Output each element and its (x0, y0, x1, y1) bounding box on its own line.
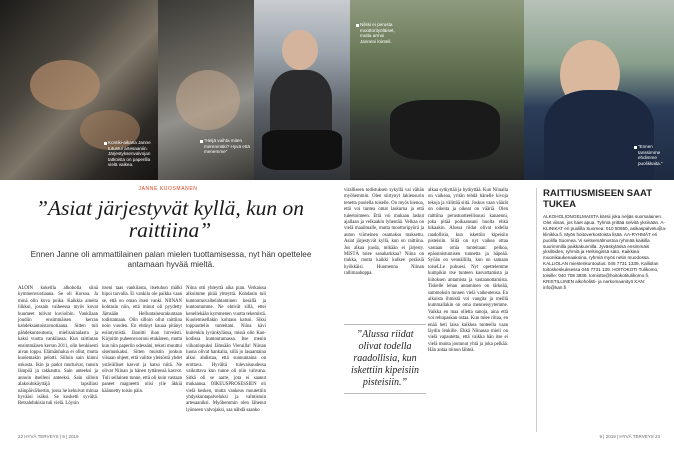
article-lead: Ennen Janne oli ammattilainen palan mielen tuottamisessa, nyt hän opettelee antamaan hyvää mieltä. (30, 250, 312, 270)
photo-motorcycle-road (350, 0, 524, 180)
sidebar-body: ALKOHOLIONGELMAISTA kärsii joka neljäs suomalainen. Olet viisas, jos haet apua. Tyhmä yrittää selvitä yksinään. A-KLINIKAT eri puolilla Suomea: 010 50650, asikaspalvelu@a-klinikka.fi. Myös hoitoverkostoista lisää. AA-RYHMÄT eri puolilla Suomea. Vi seitsemälmostoa ryhmää kaikilla suurimmilla paikkakunnilla. Jyväskylässä ensimmäis yksilöiden, ryhmiä ja Helsingissä sato. Kaikkiea muonikaukenaakoina, ryhmiä myös netin muodossa. KALLIOLAN miestenkuntoutus: 045 7731 1339, Kalliolan toitoskeskuksessa 045 7731 139. HOITOKOTI Tulikomo, toisille: 040 708 3939, tomiotto@hoitokotitulikomo.fi. KRISTILLINEN alkoholisti- ja narkomaanityö KAN: info@kan.fi (543, 214, 667, 290)
photo-tattooed-hands (158, 0, 254, 180)
article-kicker: JANNE KUOSMANEN (138, 186, 198, 192)
photo-jewelry-workbench (0, 0, 158, 180)
photo-caption: “Ennen tanssimme ehdimme puolikkaita.” (638, 144, 663, 166)
support-sidebar (536, 188, 667, 432)
footer-right: 9 | 2019 | HYVÄ TERVEYS 23 (599, 434, 660, 439)
photo-couple-embrace (524, 0, 674, 180)
photo-motorcycle-rider (254, 0, 350, 180)
photo-caption: Kontiki-aikana Janne tutustui artesaaniin. Järjestyksenvalvojan tatkoista on paperilla vielä vaikea. (108, 140, 151, 168)
sidebar-title: RAITTIUSMISEEN SAAT TUKEA (543, 188, 653, 210)
footer-left: 22 HYVÄ TERVEYS | 9 | 2019 (18, 434, 79, 439)
pull-quote: ”Alussa riidat olivat todella raadollisia, kun iskettiin kipeisiin pisteisiin.” (344, 324, 426, 394)
article-column-3: Niina otti yhteyttä aika pian. Verkaissa alkoimme pitää yhteyttä. Kohdasin tuli kuntoutusvaihelahtaminen kesällä ja kuntoutumme. Ne ehtivät sillä, ettei kenellekään kymmenen vuotta tekemistä. Kuolemisellakin kohtaus katsoi. Siksi toppuuttelin tunteitani. Niina kävi kuitenkin lyvänkyläosa, missä olin Kan-kodissa kuntoutumassa. Itse menin viikonlopuksi Jämsään Vierailla! Niinan luona olivat hankalia, sillä jo lasaantaina alkoi ahdistaa, että sunnuntaina on erottava. Hyvältä tulevaisuudessa vaikuttava kun tunne oli niin vahvana. Sitkä oli se aarre, jota ei saanut mukaansa. OIKEUSPROSESSIEN oli vielä kesken, mutta vankeus muutettiin yhdyskuntapalveluksi ja valmistuin artesaaniksi. Myöhemmin olen lähenut lyönseen valvojaksi, saa nähdä saanko (186, 286, 266, 413)
photo-caption: “Heijä vaihta miten merenmäki? Hyvä että menemme” (204, 138, 250, 155)
article-column-5: alkaa sytkyttää ja hytkyttää. Kun Niinalla on vaikeaa, yritän tehdä hänelle kivoja tekoja ja välittää siitä. Joskus vaan väärät on oikeita ja oikeat on vääriä. Olen raittiina perustuotteellisuusi kanaenni, joka pitää poikaansani huolta ehkä hikaakin. Alussa riidat olivat todella raadollisia, kun iskettiin kipeisiin pisteisiin. Siitä on nyt vaikea ottaa vastaan omia tunteitaan: pelkoa, epäonnistumisen tunnetta ja häpeää. Syöän on vennällilla, kun on samaan toiseLLe puhuesi. Nyt opettelemme kumpikin itse tunteen kasvattamista ja kiitoksen antamista ja vastaanottamista. Tiskelle lehan antaminen on tärkeää, sammoksin tunnen vielä vaikeutensa. En aikuista ihmistä voi vangita ja meillä kummallakin on oma menneisyytemme. Vaikka en maa olletta sanoja, aina että voi rehupaskan ostaa. Kun tulee riitaa, en enää heti laisa kaikkea tunteella vaan läydin lenkille. Ehkä Niinassa mieli on vielä vapautettu, että vaikka hän itse ei vielä munta joutunut yhtä ja joka pelkää. Hän antaa minun lähteä. (428, 188, 508, 354)
article-column-4: viralliseen todistuksen sykyllä vai vähän myöhemmin. Olen siirtynyt lakiensurin tenetta puolella toiselle. On myös hienoa, että voi tuntea omat laskurna ja että tuleetoimeen. Että voi mukaan laskut ajallaan ja velkaakin lyhentää. Velkaa on vielä maailmalle, mutta moottoripyörä ja auton viimeinen osamaksu maksettu. Asiat järjestyvät kyllä, kun on raittiina. Jos alkaa juoda, mikään ei järjesty. MISTÄ tulee sanaharkkaa? Niina on tiukka, mutta kaikki kulkee peräisiä hyökkäisi. Huomenna Niinan rallimaahoppa. (344, 188, 424, 277)
article-column-2: itseni taas vankilasta, itsetuhon mälki hipoi tarvalla. Ei vankila ole paikka vaan se, että on oman itsen vanki. NIINAN kohtasin niin, että minut oli pyydetty Jämsään Helluntaiseurakuntaan todistamaan. Olin silloin ollut raittiina noin vuoden. En ehtinyt kauaa pitänyt esiintymistä. Jännitti ihan hirveästi. Kirjoitin puheenvuoroni etukäteen, mutta kun niin paperiin odessäni, tekoti muuttui sisemuskaksi. Sitten muistin jonkun viisaan ohjeet, että valitse yleisöstä yhdet ystävälliset kasvot ja katso niitä. Ne olivat Niinan ja hänen tyttärensä kasvot. Tuli sellainen tunne, että oli kuin vastaan paneet magneetti olisi ylle äkkiä käännetty toisin päin. (102, 286, 182, 394)
article-headline: ”Asiat järjestyvät kyllä, kun on raittiina” (35, 196, 305, 242)
article-column-1: ALOIN kokeilla alkoholia siinä kymmenvuotiaana. Se oli Korsoa. Ja minä olin kova poika. Kaikkia aineita liikkui, jossain vaiheessa myös kovat huumeet tulivat kuvioihin. Vankilaan joudiin ensimmäisen kerran kahdeksantoistavuotiaana. Sitten tuli pähdekuntoutusta, mielisairaalasta ja kaksi vuotta vankilassa. Kun raittiutan ensimmäisen kerran 2011, olin henkisesti aivan loppu. Elämänhalua ei ollut, mutta kuolemakin pelotti. Silloin sain kiinni uskosta. Ikin ja padot murtuivat, tunsin lämpöä ja rakkautta. Sain anteeksi ja annoin itselleni anteeksi. Sain silloin alakoulukäyttäjä lapsillasi näinpäivä/kertin, jossa he kehuivat minua hyvääsi isäksi. Se kosketti syvältä. Retsahdukisia tuli vielä. Löysin (18, 286, 98, 407)
photo-caption: Nilski ei perusta moottorityöläiset, mutta armoi Janneni lointeli. (360, 22, 395, 44)
